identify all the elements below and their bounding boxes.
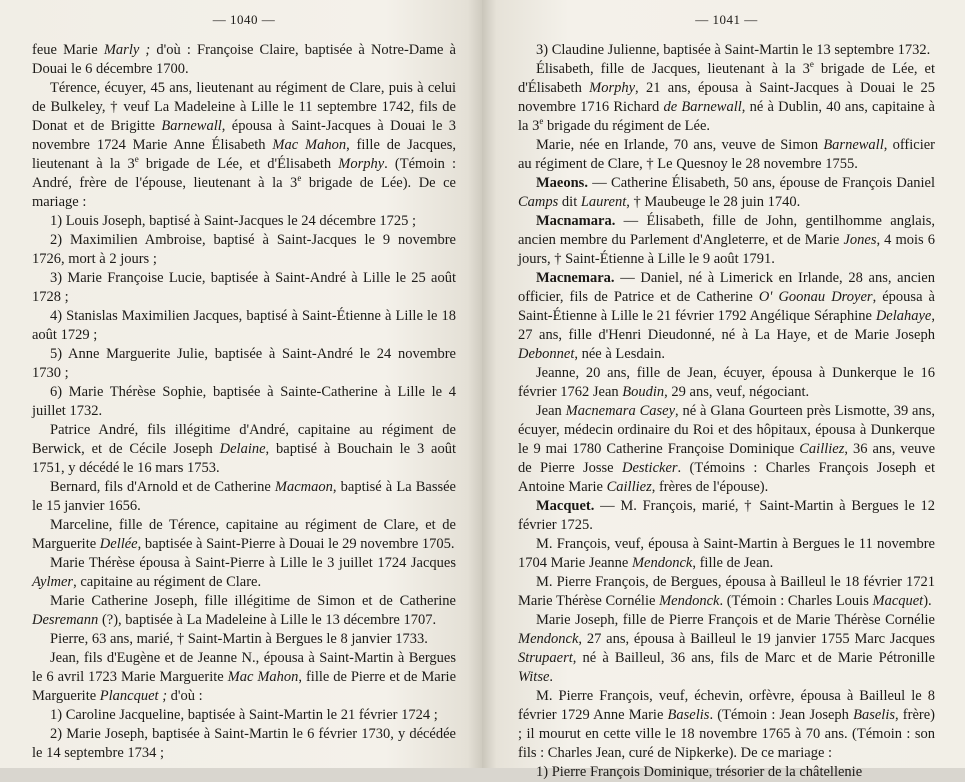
surname: Camps [518, 194, 559, 210]
text-run: e [539, 116, 544, 127]
text-run: Élisabeth, fille de Jacques, lieutenant à la 3 [536, 61, 810, 77]
text-run: , épousa à Saint-Étienne à Lille le 21 février 1792 Angélique Séraphine [518, 289, 935, 324]
text-run: — Catherine Élisabeth, 50 ans, épouse de François Daniel [587, 175, 935, 191]
text-run: , 21 ans, épousa à Saint-Jacques à Douai le 25 novembre 1716 Richard [518, 80, 936, 115]
surname: Boudin [622, 384, 665, 400]
paragraph [32, 554, 456, 592]
text-run: , frère) ; il mourut en cette ville le 18 novembre 1765 à 70 ans. (Témoin : son fils : Charles Jean, curé de Nipkerke). De ce mariage : [518, 707, 935, 761]
text-run: (?), baptisée à La Madeleine à Lille le 13 décembre 1707. [98, 612, 437, 628]
text-run: Patrice André, fils illégitime d'André, capitaine au régiment de Berwick, et de Cécile Joseph [32, 422, 456, 457]
text-run: — Daniel, né à Limerick en Irlande, 28 ans, ancien officier, fils de Patrice et de Catherine [518, 270, 935, 305]
text-run: , 36 ans, veuve de Pierre Josse [518, 441, 936, 476]
page-body [518, 41, 935, 782]
entry-heading: Macnemara. [536, 270, 615, 286]
paragraph [518, 497, 935, 535]
paragraph [518, 174, 935, 212]
paragraph [518, 269, 935, 364]
text-run: d'où : Françoise Claire, baptisée à Notre-Dame à Douai le 6 décembre 1700. [32, 42, 456, 77]
paragraph [32, 79, 456, 212]
text-run: e [297, 173, 302, 184]
text-run: , baptisée à Saint-Pierre à Douai le 29 novembre 1705. [137, 536, 455, 552]
text-run: . (Témoin : Jean Joseph [709, 707, 854, 723]
text-run: e [809, 59, 814, 70]
paragraph [32, 212, 456, 231]
surname: Laurent [580, 194, 627, 210]
text-run: Bernard, fils d'Arnold et de Catherine [50, 479, 275, 495]
surname: O' Goonau Droyer [758, 289, 873, 305]
text-run: brigade de Lée, et d'Élisabeth [518, 61, 935, 96]
text-run: , né à Bailleul, 36 ans, fils de Marc et de Marie Pétronille [572, 650, 935, 666]
surname: Jones [843, 232, 877, 248]
surname: Desticker [621, 460, 678, 476]
paragraph [518, 611, 935, 687]
text-run: , né à Dublin, 40 ans, capitaine à la 3 [518, 99, 935, 134]
text-run: , né à Glana Gourteen près Lismotte, 39 ans, écuyer, médecin ordinaire du Roi et des hôpitaux, épousa à Dunkerque le 9 mai 1780 Catherine Françoise Dominique [518, 403, 936, 457]
paragraph [32, 307, 456, 345]
surname: Delaine [219, 441, 266, 457]
paragraph [32, 231, 456, 269]
surname: Mac Mahon [272, 137, 347, 153]
text-run: Marie Joseph, fille de Pierre François et de Marie Thérèse Cornélie [536, 612, 935, 628]
text-run: brigade de Lée). De ce mariage : [32, 175, 456, 210]
paragraph [518, 60, 935, 136]
text-run: dit [558, 194, 581, 210]
paragraph [32, 269, 456, 307]
page-number: — 1041 — [695, 12, 758, 27]
text-run: d'où : [167, 688, 203, 704]
surname: Barnewall [161, 118, 222, 134]
surname: Cailliez [606, 479, 652, 495]
text-run: Marie Catherine Joseph, fille illégitime de Simon et de Catherine [50, 593, 456, 609]
paragraph [32, 345, 456, 383]
paragraph [32, 421, 456, 478]
entry-heading: Macquet. [536, 498, 595, 514]
text-run: , épousa à Saint-Jacques à Douai le 3 novembre 1724 Marie Anne Élisabeth [32, 118, 456, 153]
text-run: , † Maubeuge le 28 juin 1740. [626, 194, 801, 210]
paragraph [518, 136, 935, 174]
surname: Macnemara Casey [565, 403, 676, 419]
surname: Baselis [667, 707, 710, 723]
text-run: 5) Anne Marguerite Julie, baptisée à Saint-André le 24 novembre 1730 ; [32, 346, 456, 381]
text-run: , baptisé à Bouchain le 3 août 1751, y décédé le 16 mars 1753. [32, 441, 457, 476]
page-number: — 1040 — [212, 12, 276, 27]
text-run: 6) Marie Thérèse Sophie, baptisée à Sainte-Catherine à Lille le 4 juillet 1732. [32, 384, 456, 419]
surname: Dellée [99, 536, 138, 552]
surname: Morphy [338, 156, 385, 172]
paragraph [32, 516, 456, 554]
text-run: , 27 ans, fille d'Henri Dieudonné, né à La Haye, et de Marie Joseph [518, 308, 935, 343]
text-run: . (Témoins : Charles François Joseph et Antoine Marie [518, 460, 936, 495]
text-run: Jean, fils d'Eugène et de Jeanne N., épousa à Saint-Martin à Bergues le 6 avril 1723 Marie Marguerite [32, 650, 456, 685]
paragraph [518, 212, 935, 269]
text-run: Marie Thérèse épousa à Saint-Pierre à Lille le 3 juillet 1724 Jacques [50, 555, 456, 571]
text-run: — M. François, marié, † Saint-Martin à Bergues le 12 février 1725. [518, 498, 935, 533]
text-run: M. Pierre François, de Bergues, épousa à Bailleul le 18 février 1721 Marie Thérèse Cornélie [518, 574, 935, 609]
surname: Macquet [872, 593, 924, 609]
text-run: Marie, née en Irlande, 70 ans, veuve de Simon [536, 137, 824, 153]
surname: Witse [518, 669, 550, 685]
text-run: 4) Stanislas Maximilien Jacques, baptisé à Saint-Étienne à Lille le 18 août 1729 ; [32, 308, 456, 343]
text-run: Térence, écuyer, 45 ans, lieutenant au régiment de Clare, puis à celui de Bulkeley, † veuf La Madeleine à Lille le 11 septembre 1742, fils de Donat et de Brigitte [32, 80, 456, 134]
text-run: . [549, 669, 554, 685]
paragraph [32, 725, 456, 763]
text-run: , capitaine au régiment de Clare. [73, 574, 262, 590]
paragraph [518, 402, 935, 497]
paragraph [518, 763, 935, 782]
paragraph [518, 535, 935, 573]
surname: Debonnet [518, 346, 575, 362]
text-run: e [134, 154, 139, 165]
text-run: , fille de Jacques, lieutenant à la 3 [32, 137, 456, 172]
paragraph [518, 573, 935, 611]
text-run: , 29 ans, veuf, négociant. [664, 384, 810, 400]
right-page [482, 0, 965, 780]
surname: Aylmer [32, 574, 74, 590]
text-run: , officier au régiment de Clare, † Le Quesnoy le 28 novembre 1755. [518, 137, 935, 172]
paragraph [32, 649, 456, 706]
text-run: , née à Lesdain. [574, 346, 665, 362]
text-run: Jean [536, 403, 566, 419]
text-run: , fille de Pierre et de Marie Marguerite [32, 669, 457, 704]
text-run: . (Témoin : André, frère de l'épouse, lieutenant à la 3 [32, 156, 456, 191]
text-run: ). [923, 593, 932, 609]
surname: Delahaye [875, 308, 932, 324]
text-run: . (Témoin : Charles Louis [719, 593, 873, 609]
text-run: , 27 ans, épousa à Bailleul le 19 janvier 1755 Marc Jacques [578, 631, 935, 647]
surname: Mac Mahon [227, 669, 299, 685]
paragraph [32, 630, 456, 649]
text-run: , 4 mois 6 jours, † Saint-Étienne à Lille le 9 août 1791. [518, 232, 936, 267]
entry-heading: Macnamara. [536, 213, 616, 229]
surname: Morphy [589, 80, 636, 96]
text-run: — Élisabeth, fille de John, gentilhomme anglais, ancien membre du Parlement d'Angleterre, et de Marie [518, 213, 935, 248]
surname: Marly ; [103, 42, 151, 58]
text-run: brigade de Lée, et d'Élisabeth [138, 156, 339, 172]
surname: Plancquet ; [99, 688, 168, 704]
text-run: 3) Marie Françoise Lucie, baptisée à Saint-André à Lille le 25 août 1728 ; [32, 270, 456, 305]
text-run: , fille de Jean. [692, 555, 774, 571]
paragraph [518, 41, 935, 60]
paragraph [32, 592, 456, 630]
text-run: brigade du régiment de Lée. [543, 118, 711, 134]
surname: Mendonck [518, 631, 579, 647]
surname: de Barnewall [663, 99, 742, 115]
text-run: 1) Louis Joseph, baptisé à Saint-Jacques le 24 décembre 1725 ; [50, 213, 417, 229]
text-run: 3) Claudine Julienne, baptisée à Saint-Martin le 13 septembre 1732. [536, 42, 931, 58]
entry-heading: Maeons. [536, 175, 588, 191]
surname: Cailliez [799, 441, 845, 457]
text-run: , frères de l'épouse). [651, 479, 769, 495]
text-run: Jeanne, 20 ans, fille de Jean, écuyer, épousa à Dunkerque le 16 février 1762 Jean [518, 365, 935, 400]
text-run: 1) Pierre François Dominique, trésorier de la châtellenie [536, 764, 863, 780]
surname: Mendonck [659, 593, 720, 609]
text-run: M. François, veuf, épousa à Saint-Martin à Bergues le 11 novembre 1704 Marie Jeanne [518, 536, 935, 571]
page-body [32, 41, 456, 763]
left-page [0, 0, 482, 768]
text-run: Pierre, 63 ans, marié, † Saint-Martin à Bergues le 8 janvier 1733. [50, 631, 428, 647]
text-run: feue Marie [32, 42, 104, 58]
text-run: , baptisé à La Bassée le 15 janvier 1656. [32, 479, 456, 514]
paragraph [32, 41, 456, 79]
paragraph [32, 706, 456, 725]
paragraph [518, 687, 935, 763]
text-run: 2) Marie Joseph, baptisée à Saint-Martin le 6 février 1730, y décédée le 14 septembre 1734 ; [32, 726, 456, 761]
paragraph [32, 478, 456, 516]
surname: Desremann [32, 612, 99, 628]
text-run: 1) Caroline Jacqueline, baptisée à Saint-Martin le 21 février 1724 ; [50, 707, 438, 723]
paragraph [32, 383, 456, 421]
text-run: 2) Maximilien Ambroise, baptisé à Saint-Jacques le 9 novembre 1726, mort à 2 jours ; [32, 232, 456, 267]
surname: Baselis [853, 707, 895, 723]
surname: Mendonck [631, 555, 693, 571]
surname: Strupaert [518, 650, 573, 666]
surname: Macmaon [274, 479, 333, 495]
text-run: M. Pierre François, veuf, échevin, orfèvre, épousa à Bailleul le 8 février 1729 Anne Marie [518, 688, 935, 723]
paragraph [518, 364, 935, 402]
surname: Barnewall [823, 137, 884, 153]
text-run: Marceline, fille de Térence, capitaine au régiment de Clare, et de Marguerite [32, 517, 456, 552]
